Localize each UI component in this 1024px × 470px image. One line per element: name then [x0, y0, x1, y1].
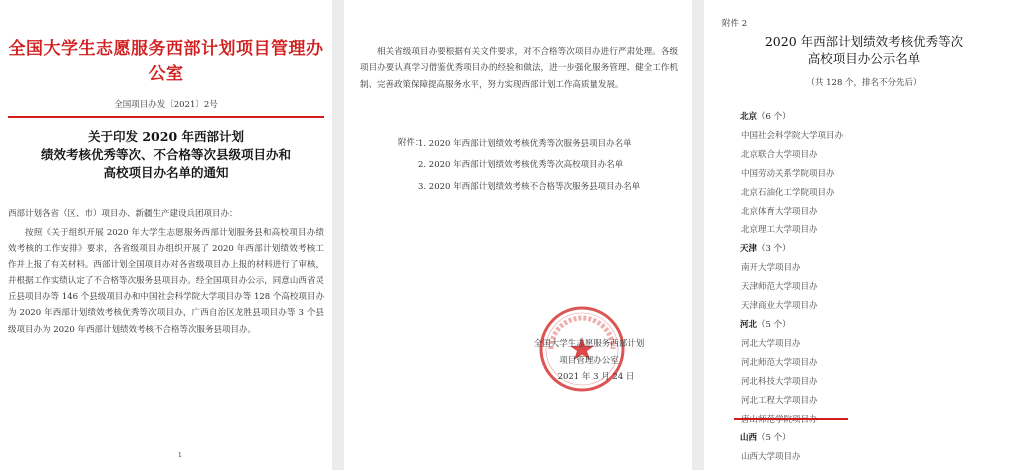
school-list: [740, 108, 1000, 467]
list-item: 河北科技大学项目办: [741, 376, 818, 387]
signature-line: 全国大学生志愿服务西部计划: [533, 339, 645, 349]
region-count: （5 个）: [757, 433, 791, 444]
region-count: （5 个）: [757, 319, 791, 330]
title-line: 高校项目办名单的通知: [103, 165, 229, 180]
list-item: 北京石油化工学院项目办: [741, 187, 835, 198]
body-paragraph: 相关省级项目办要根据有关文件要求，对不合格等次项目办进行严肃处理。各级项目办要认真学习借鉴优秀项目办的经验和做法，进一步强化服务管理、健全工作机制、完善政策保障提高服务水平，努力实现西部计划工作高质量发展。: [360, 47, 678, 90]
region-heading: [740, 240, 1000, 259]
list-item: 中国社会科学院大学项目办: [741, 130, 844, 141]
page-number: 1: [178, 452, 182, 459]
attachment-number: 附件 2: [722, 19, 748, 29]
region-heading: [740, 108, 1000, 127]
attachments-label: 附件：: [398, 138, 424, 148]
body-paragraph: 按照《关于组织开展 2020 年大学生志愿服务西部计划服务县和高校项目办绩效考核的工作安排》要求，各省级项目办组织开展了 2020 年西部计划绩效考核工作并上报了有关材料。西部计划全国项目办对各省级项目办上报的材料进行了审核，并根据工作实绩认定了不合格等次服务县项目办。经全国项目办公示，同意山西省灵丘县项目办等 146 个县级项目办和中国社会科学院大学项目办等 128 个高校项目办为 2020 年西部计划绩效考核优秀等次项目办，广西自治区龙胜县项目办等 3 个县级项目办为 2020 年西部计划绩效考核不合格等次服务县项目办。: [8, 228, 324, 335]
signature-date: 2021 年 3 月 24 日: [557, 372, 635, 382]
region-name: 山西: [740, 433, 758, 444]
attachments-list: [418, 136, 668, 200]
list-item: 北京联合大学项目办: [741, 149, 818, 160]
page-gap: [692, 0, 704, 470]
region-count: （3 个）: [757, 244, 791, 255]
notice-title: [0, 128, 332, 182]
signature-line: 项目管理办公室: [559, 355, 619, 366]
attachment-item: 3. 2020 年西部计划绩效考核不合格等次服务县项目办名单: [418, 181, 641, 192]
list-item: 北京体育大学项目办: [741, 206, 818, 217]
list-subtitle: （共 128 个，排名不分先后）: [806, 78, 922, 88]
list-item: 山西大学项目办: [741, 452, 801, 463]
letterhead: 全国大学生志愿服务西部计划项目管理办公室: [8, 39, 324, 84]
document-page-3: [704, 0, 1024, 470]
title-line: 绩效考核优秀等次、不合格等次县级项目办和: [40, 147, 291, 162]
list-title: [704, 33, 1024, 67]
region-name: 天津: [740, 244, 758, 255]
region-heading: [740, 316, 1000, 335]
attachment-item: 1. 2020 年西部计划绩效考核优秀等次服务县项目办名单: [418, 139, 632, 149]
signature-block: [504, 336, 674, 386]
list-item: 北京理工大学项目办: [741, 225, 818, 236]
list-item: 天津商业大学项目办: [741, 301, 818, 312]
title-line: 关于印发 2020 年西部计划: [88, 129, 244, 144]
list-item: 河北工程大学项目办: [741, 395, 818, 406]
list-item: 中国劳动关系学院项目办: [741, 168, 835, 179]
list-item: 天津师范大学项目办: [741, 282, 818, 293]
document-number: 全国项目办发〔2021〕2号: [114, 100, 218, 110]
document-page-1: [0, 0, 332, 470]
document-page-2: [344, 0, 692, 470]
region-name: 北京: [740, 112, 758, 122]
salutation: 西部计划各省（区、市）项目办、新疆生产建设兵团项目办：: [8, 209, 238, 219]
title-line: 高校项目办公示名单: [807, 51, 921, 66]
title-line: 2020 年西部计划绩效考核优秀等次: [764, 34, 964, 49]
list-item: 河北大学项目办: [741, 338, 801, 349]
page-gap: [332, 0, 344, 470]
highlight-underline: [734, 418, 848, 420]
region-count: （6 个）: [757, 112, 791, 122]
list-item: 河北师范大学项目办: [741, 357, 818, 368]
letterhead-red-line: [8, 116, 324, 118]
region-name: 河北: [740, 319, 758, 330]
list-item: 南开大学项目办: [741, 263, 801, 274]
region-heading: [740, 429, 1000, 448]
attachment-item: 2. 2020 年西部计划绩效考核优秀等次高校项目办名单: [418, 160, 624, 171]
